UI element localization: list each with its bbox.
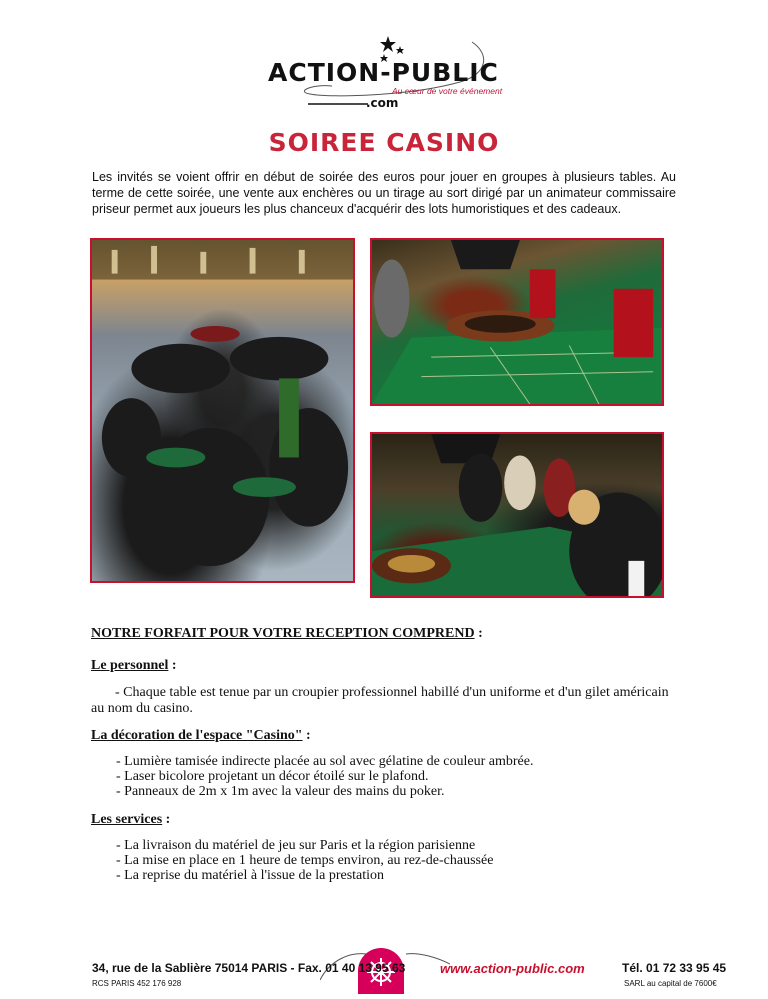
photo-table-shapes	[372, 240, 662, 404]
personnel-text: - Chaque table est tenue par un croupier professionnel habillé d'un uniforme et d'un gilet américain au nom du casino.	[91, 685, 669, 716]
footer-rcs: RCS PARIS 452 176 928	[92, 979, 182, 988]
footer-telephone	[622, 961, 726, 975]
footer-address	[92, 961, 405, 975]
photo-croupier	[370, 432, 664, 598]
services-heading	[91, 810, 170, 828]
intro-paragraph: Les invités se voient offrir en début de soirée des euros pour jouer en groupes à plusieurs tables. Au terme de cette soirée, une vente aux enchères ou un tirage au sort dirigé par un animateur commissaire priseur permet aux joueurs les plus chanceux d'acquérir des lots humoristiques et des cadeaux.	[92, 170, 676, 216]
footer-web-domain: action-public.com	[473, 961, 585, 976]
heading-colon: :	[474, 626, 483, 641]
forfait-heading-text: NOTRE FORFAIT POUR VOTRE RECEPTION COMPREND	[91, 626, 475, 641]
footer-fax: 01 40 13 95 63	[325, 961, 406, 975]
list-item: - La reprise du matériel à l'issue de la prestation	[116, 868, 385, 883]
photo-roulette-table	[370, 238, 664, 406]
logo-tagline: Au cœur de votre événement	[392, 86, 503, 96]
list-item: - Laser bicolore projetant un décor étoilé sur le plafond.	[116, 769, 429, 784]
photo-crowd-shapes	[92, 240, 353, 581]
footer-tel-label: Tél.	[622, 961, 647, 975]
logo-name: ACTION-PUBLIC	[268, 58, 499, 87]
heading-colon: :	[302, 728, 311, 743]
decoration-heading-text: La décoration de l'espace "Casino"	[91, 728, 303, 743]
decoration-heading	[91, 726, 311, 744]
photo-casino-room	[90, 238, 355, 583]
services-list	[116, 838, 676, 883]
personnel-heading-text: Le personnel	[91, 658, 169, 673]
footer-capital: SARL au capital de 7600€	[624, 979, 717, 988]
list-item: - La mise en place en 1 heure de temps environ, au rez-de-chaussée	[116, 853, 494, 868]
footer-address-text: 34, rue de la Sablière 75014 PARIS - Fax.	[92, 961, 326, 975]
forfait-heading	[91, 624, 483, 642]
logo-domain: .com	[366, 96, 399, 110]
photo-croupier-shapes	[372, 434, 662, 596]
list-item: - La livraison du matériel de jeu sur Paris et la région parisienne	[116, 838, 476, 853]
footer-web-prefix: www.	[440, 961, 474, 976]
page-title: SOIREE CASINO	[268, 128, 500, 157]
list-item: - Lumière tamisée indirecte placée au sol avec gélatine de couleur ambrée.	[116, 754, 534, 769]
footer-tel-number: 01 72 33 95 45	[646, 961, 727, 975]
heading-colon: :	[162, 812, 171, 827]
list-item: - Panneaux de 2m x 1m avec la valeur des mains du poker.	[116, 784, 445, 799]
heading-colon: :	[168, 658, 177, 673]
services-heading-text: Les services	[91, 812, 163, 827]
personnel-heading	[91, 656, 177, 674]
decoration-list	[116, 754, 676, 799]
footer-website-link[interactable]	[440, 961, 585, 976]
